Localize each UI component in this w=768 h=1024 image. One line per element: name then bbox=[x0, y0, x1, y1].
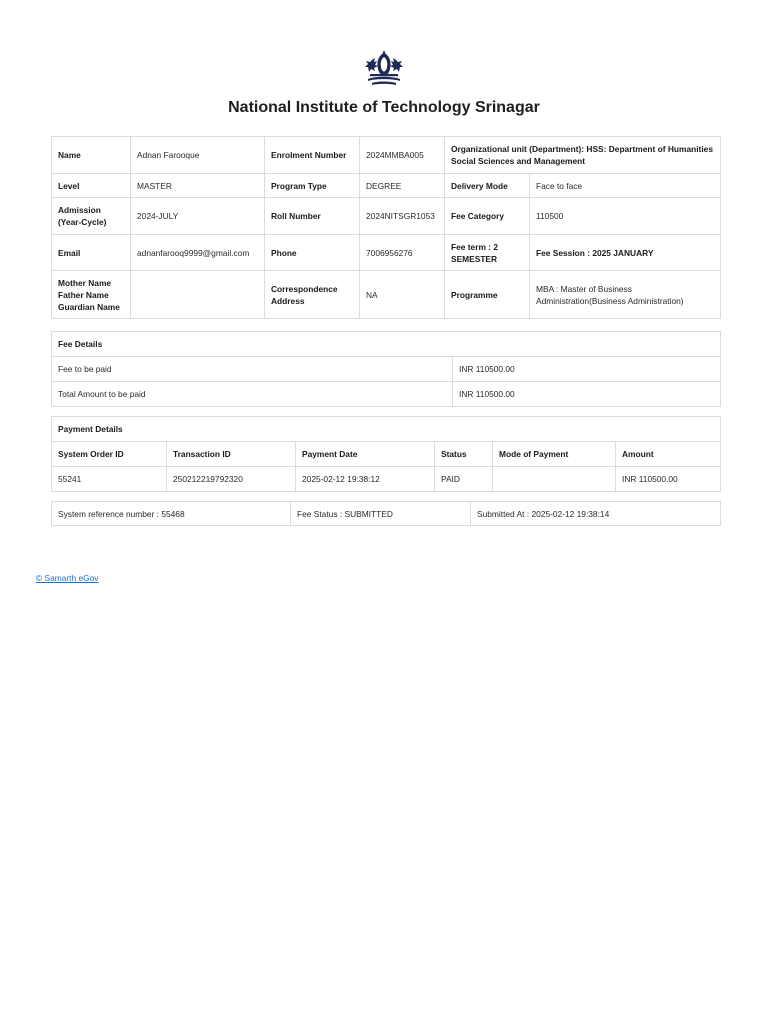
program-type-label: Program Type bbox=[265, 174, 360, 198]
fee-details-table bbox=[51, 331, 721, 407]
column-header: Amount bbox=[616, 442, 721, 467]
admission-value: 2024-JULY bbox=[131, 198, 265, 235]
father-name-label: Father Name bbox=[58, 289, 109, 300]
phone-label: Phone bbox=[265, 235, 360, 271]
table-row bbox=[52, 357, 721, 382]
system-order-id: 55241 bbox=[52, 467, 167, 492]
parent-labels bbox=[52, 271, 131, 319]
payment-amount: INR 110500.00 bbox=[616, 467, 721, 492]
institute-title: National Institute of Technology Srinagar bbox=[228, 99, 540, 116]
fee-row-value: INR 110500.00 bbox=[453, 382, 721, 407]
submitted-at: Submitted At : 2025-02-12 19:38:14 bbox=[471, 502, 721, 526]
payment-mode bbox=[493, 467, 616, 492]
name-label: Name bbox=[52, 137, 131, 174]
name-value: Adnan Farooque bbox=[131, 137, 265, 174]
fee-row-label: Total Amount to be paid bbox=[52, 382, 453, 407]
table-row bbox=[52, 467, 721, 492]
fee-category-label: Fee Category bbox=[445, 198, 530, 235]
roll-label: Roll Number bbox=[265, 198, 360, 235]
payment-details-heading: Payment Details bbox=[52, 417, 721, 442]
admission-label: Admission (Year-Cycle) bbox=[52, 198, 131, 235]
delivery-mode-value: Face to face bbox=[530, 174, 721, 198]
roll-value: 2024NITSGR1053 bbox=[360, 198, 445, 235]
nit-srinagar-emblem-icon bbox=[363, 48, 405, 90]
submission-summary-table bbox=[51, 501, 721, 526]
delivery-mode-label: Delivery Mode bbox=[445, 174, 530, 198]
level-value: MASTER bbox=[131, 174, 265, 198]
address-label: Correspondence Address bbox=[265, 271, 360, 319]
parent-value bbox=[131, 271, 265, 319]
payment-details-table bbox=[51, 416, 721, 492]
program-type-value: DEGREE bbox=[360, 174, 445, 198]
fee-row-value: INR 110500.00 bbox=[453, 357, 721, 382]
guardian-name-label: Guardian Name bbox=[58, 301, 120, 312]
samarth-egov-link[interactable]: © Samarth eGov bbox=[36, 573, 99, 583]
email-label: Email bbox=[52, 235, 131, 271]
payment-date: 2025-02-12 19:38:12 bbox=[296, 467, 435, 492]
column-header: Payment Date bbox=[296, 442, 435, 467]
student-info-table bbox=[51, 136, 721, 319]
fee-details-heading: Fee Details bbox=[52, 332, 721, 357]
transaction-id: 250212219792320 bbox=[167, 467, 296, 492]
column-header: Status bbox=[435, 442, 493, 467]
system-reference: System reference number : 55468 bbox=[52, 502, 291, 526]
org-unit: Organizational unit (Department): HSS: Department of Humanities Social Sciences and Management bbox=[445, 137, 721, 174]
phone-value: 7006956276 bbox=[360, 235, 445, 271]
fee-category-value: 110500 bbox=[530, 198, 721, 235]
level-label: Level bbox=[52, 174, 131, 198]
address-value: NA bbox=[360, 271, 445, 319]
fee-row-label: Fee to be paid bbox=[52, 357, 453, 382]
table-row bbox=[52, 382, 721, 407]
programme-label: Programme bbox=[445, 271, 530, 319]
enrolment-label: Enrolment Number bbox=[265, 137, 360, 174]
mother-name-label: Mother Name bbox=[58, 277, 112, 288]
programme-value: MBA : Master of Business Administration(Business Administration) bbox=[530, 271, 721, 319]
email-value: adnanfarooq9999@gmail.com bbox=[131, 235, 265, 271]
enrolment-value: 2024MMBA005 bbox=[360, 137, 445, 174]
column-header: System Order ID bbox=[52, 442, 167, 467]
fee-term: Fee term : 2 SEMESTER bbox=[445, 235, 530, 271]
payment-status: PAID bbox=[435, 467, 493, 492]
column-header: Transaction ID bbox=[167, 442, 296, 467]
column-header: Mode of Payment bbox=[493, 442, 616, 467]
fee-session: Fee Session : 2025 JANUARY bbox=[530, 235, 721, 271]
fee-status: Fee Status : SUBMITTED bbox=[291, 502, 471, 526]
